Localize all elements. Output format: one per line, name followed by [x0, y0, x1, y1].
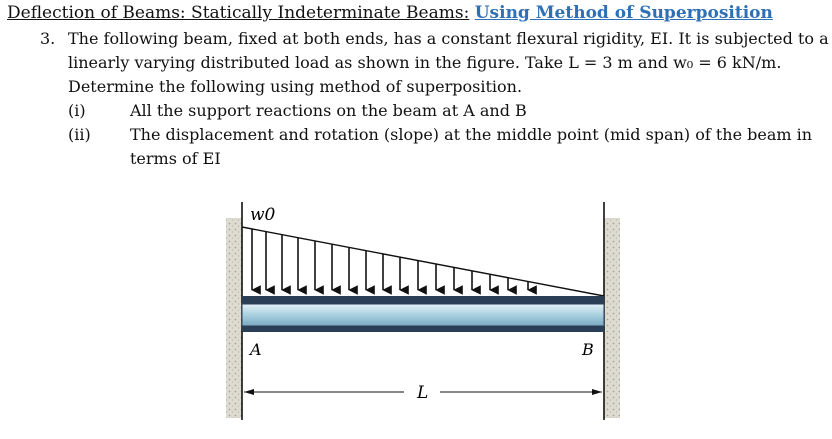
heading-title: Deflection of Beams: Statically Indeterminate Beams:	[7, 3, 470, 23]
beam	[242, 296, 604, 332]
load-intensity-label: w0	[250, 205, 276, 225]
part-ii-text: The displacement and rotation (slope) at the middle point (mid span) of the beam in	[130, 125, 813, 144]
part-i-text: All the support reactions on the beam at A and B	[130, 101, 527, 120]
problem-line-3: Determine the following using method of superposition.	[68, 77, 523, 96]
problem-line-2: linearly varying distributed load as shown in the figure. Take L = 3 m and w₀ = 6 kN/m.	[68, 53, 782, 72]
problem-line-1: The following beam, fixed at both ends, has a constant flexural rigidity, EI. It is subjected to a	[68, 29, 829, 48]
part-i-label: (i)	[68, 101, 86, 120]
left-fixed-support	[226, 202, 242, 420]
right-fixed-support	[604, 202, 620, 420]
part-ii-text-cont: terms of EI	[130, 149, 221, 168]
heading-link[interactable]: Using Method of Superposition	[474, 3, 773, 23]
problem-number: 3.	[40, 29, 56, 48]
support-label-a: A	[250, 340, 262, 359]
part-ii-label: (ii)	[68, 125, 91, 144]
span-length-label: L	[417, 383, 429, 403]
distributed-load	[242, 227, 604, 296]
support-label-b: B	[582, 340, 594, 359]
